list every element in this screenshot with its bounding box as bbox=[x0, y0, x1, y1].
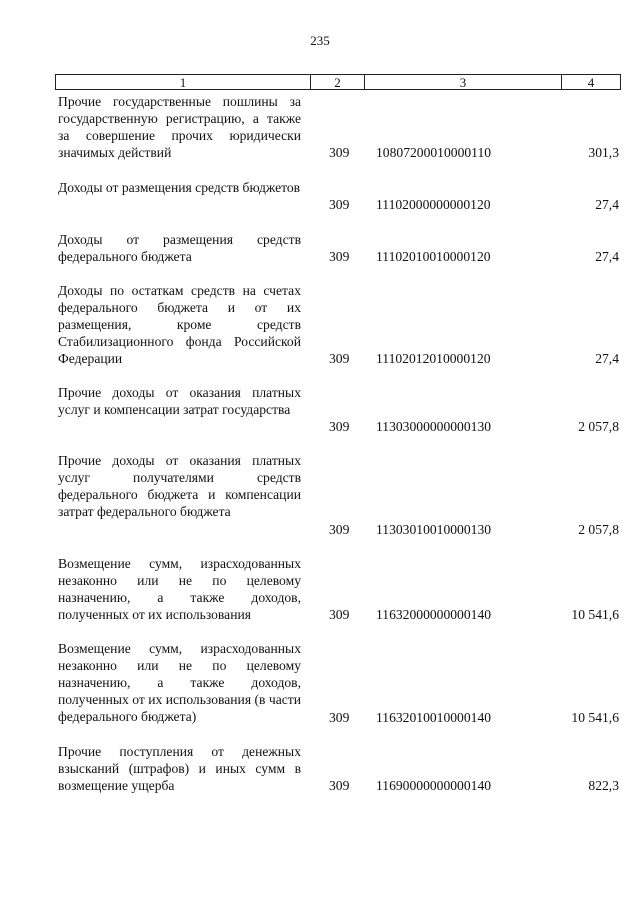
table-row bbox=[58, 231, 621, 265]
row-code: 309 bbox=[329, 607, 350, 622]
row-kbk: 10807200010000110 bbox=[376, 145, 492, 160]
row-amount: 27,4 bbox=[595, 197, 619, 212]
row-code: 309 bbox=[329, 419, 350, 434]
row-description: Возмещение сумм, израсходованных незаконно или не по целевому назначению, а также доходов, полученных от их использования bbox=[58, 556, 301, 622]
table-row bbox=[58, 179, 621, 213]
row-description: Доходы по остаткам средств на счетах федерального бюджета и от их размещения, кроме средств Стабилизационного фонда Российской Федерации bbox=[58, 283, 301, 366]
row-code: 309 bbox=[329, 197, 350, 212]
row-description: Доходы от размещения средств бюджетов bbox=[58, 180, 301, 195]
table-row bbox=[58, 640, 621, 726]
header-col-3: 3 bbox=[365, 75, 562, 89]
row-kbk: 11102010010000120 bbox=[376, 249, 491, 264]
row-amount: 2 057,8 bbox=[578, 522, 619, 537]
row-description: Прочие поступления от денежных взысканий (штрафов) и иных сумм в возмещение ущерба bbox=[58, 744, 301, 793]
row-description: Прочие государственные пошлины за государственную регистрацию, а также за совершение прочих юридически значимых действий bbox=[58, 94, 301, 160]
row-code: 309 bbox=[329, 249, 350, 264]
table-row bbox=[58, 384, 621, 435]
row-amount: 2 057,8 bbox=[578, 419, 619, 434]
row-description: Прочие доходы от оказания платных услуг и компенсации затрат государства bbox=[58, 385, 301, 417]
table-header bbox=[55, 74, 621, 90]
row-amount: 10 541,6 bbox=[571, 710, 619, 725]
row-amount: 10 541,6 bbox=[571, 607, 619, 622]
row-code: 309 bbox=[329, 710, 350, 725]
row-amount: 27,4 bbox=[595, 351, 619, 366]
row-amount: 27,4 bbox=[595, 249, 619, 264]
row-kbk: 11632010010000140 bbox=[376, 710, 492, 725]
row-kbk: 11303000000000130 bbox=[376, 419, 492, 434]
table-row bbox=[58, 93, 621, 161]
table-row bbox=[58, 555, 621, 623]
row-kbk: 11303010010000130 bbox=[376, 522, 492, 537]
table-row bbox=[58, 452, 621, 538]
row-kbk: 11632000000000140 bbox=[376, 607, 492, 622]
header-col-2: 2 bbox=[311, 75, 365, 89]
row-amount: 301,3 bbox=[588, 145, 619, 160]
row-code: 309 bbox=[329, 145, 350, 160]
row-code: 309 bbox=[329, 778, 350, 793]
page-number: 235 bbox=[310, 33, 330, 48]
row-code: 309 bbox=[329, 522, 350, 537]
row-kbk: 11690000000000140 bbox=[376, 778, 492, 793]
header-col-4: 4 bbox=[587, 74, 595, 90]
row-description: Возмещение сумм, израсходованных незаконно или не по целевому назначению, а также доходов, полученных от их использования (в части федерального бюджета) bbox=[58, 641, 301, 724]
row-description: Прочие доходы от оказания платных услуг получателями средств федерального бюджета и компенсации затрат федерального бюджета bbox=[58, 453, 301, 519]
row-description: Доходы от размещения средств федерального бюджета bbox=[58, 232, 301, 264]
row-kbk: 11102000000000120 bbox=[376, 197, 491, 212]
table-row bbox=[58, 282, 621, 367]
row-code: 309 bbox=[329, 351, 350, 366]
header-col-1: 1 bbox=[56, 75, 311, 89]
table-row bbox=[58, 743, 621, 794]
row-kbk: 11102012010000120 bbox=[376, 351, 491, 366]
row-amount: 822,3 bbox=[588, 778, 619, 793]
